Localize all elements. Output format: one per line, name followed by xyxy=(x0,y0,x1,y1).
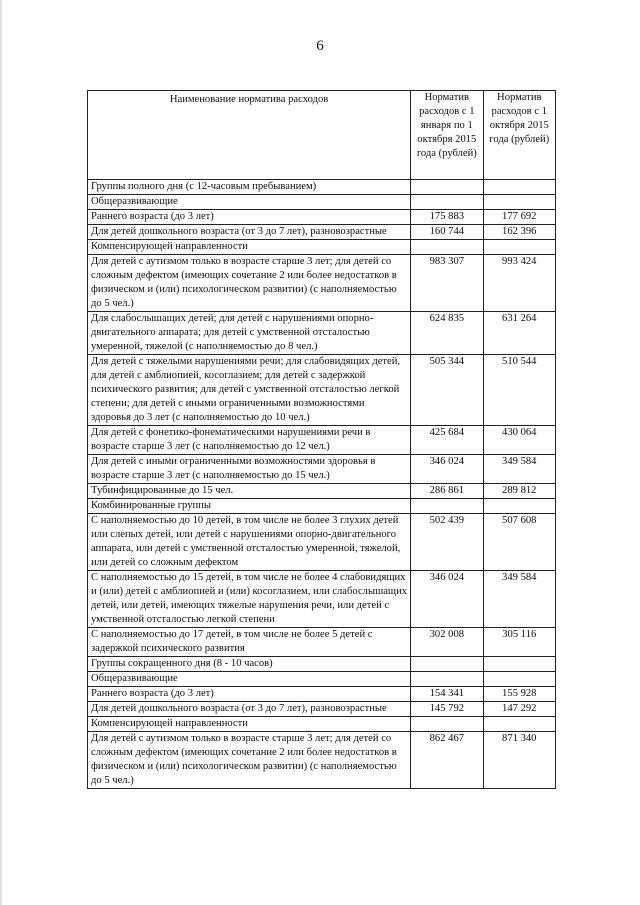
row-value-jan-oct xyxy=(411,717,483,732)
row-name-cell: Компенсирующей направленности xyxy=(88,717,411,732)
table-row xyxy=(88,484,556,499)
row-name-cell: Для детей с фонетико-фонематическими нарушениями речи в возрасте старше 3 лет (с наполняемостью до 12 чел.) xyxy=(88,426,411,455)
table-row xyxy=(88,355,556,426)
scan-edge-shadow xyxy=(0,0,3,905)
row-value-from-oct: 871 340 xyxy=(483,732,555,789)
row-value-from-oct: 305 116 xyxy=(483,628,555,657)
row-value-jan-oct xyxy=(411,657,483,672)
row-value-jan-oct xyxy=(411,180,483,195)
row-name-cell: Для детей с иными ограниченными возможностями здоровья в возрасте старше 3 лет (с наполняемостью до 15 чел.) xyxy=(88,455,411,484)
table-row xyxy=(88,702,556,717)
row-name-cell: Для детей с аутизмом только в возрасте старше 3 лет; для детей со сложным дефектом (имеющих сочетание 2 или более недостатков в физическом и (или) психологическом развитии) (с наполняемостью до 5 чел.) xyxy=(88,255,411,312)
row-name-cell: Для детей дошкольного возраста (от 3 до 7 лет), разновозрастные xyxy=(88,225,411,240)
header-col-jan-oct: Норматив расходов с 1 января по 1 октября 2015 года (рублей) xyxy=(411,91,483,180)
row-name-cell: Общеразвивающие xyxy=(88,195,411,210)
row-value-from-oct: 507 608 xyxy=(483,514,555,571)
row-name-cell: Для детей с тяжелыми нарушениями речи; для слабовидящих детей, для детей с амблиопией, косоглазием; для детей с задержкой психического развития; для детей с умственной отсталостью легкой степени; для детей с иными ограниченными возможностями здоровья до 3 лет (с наполняемостью до 10 чел.) xyxy=(88,355,411,426)
row-value-from-oct xyxy=(483,180,555,195)
row-value-from-oct: 177 692 xyxy=(483,210,555,225)
row-value-from-oct xyxy=(483,195,555,210)
table-row xyxy=(88,195,556,210)
row-value-jan-oct: 425 684 xyxy=(411,426,483,455)
row-value-from-oct: 349 584 xyxy=(483,455,555,484)
row-value-jan-oct: 983 307 xyxy=(411,255,483,312)
table-row xyxy=(88,255,556,312)
row-value-jan-oct xyxy=(411,672,483,687)
row-value-from-oct: 631 264 xyxy=(483,312,555,355)
row-value-jan-oct xyxy=(411,195,483,210)
row-value-from-oct: 162 396 xyxy=(483,225,555,240)
row-value-jan-oct: 175 883 xyxy=(411,210,483,225)
table-header-row xyxy=(88,91,556,180)
row-value-from-oct: 349 584 xyxy=(483,571,555,628)
row-name-cell: Раннего возраста (до 3 лет) xyxy=(88,687,411,702)
row-name-cell: Для детей с аутизмом только в возрасте старше 3 лет; для детей со сложным дефектом (имеющих сочетание 2 или более недостатков в физическом и (или) психологическом развитии) (с наполняемостью до 5 чел.) xyxy=(88,732,411,789)
table-row xyxy=(88,455,556,484)
row-value-jan-oct xyxy=(411,240,483,255)
row-value-jan-oct: 346 024 xyxy=(411,455,483,484)
table-row xyxy=(88,240,556,255)
row-value-from-oct xyxy=(483,672,555,687)
row-name-cell: Группы полного дня (с 12-часовым пребыванием) xyxy=(88,180,411,195)
row-value-jan-oct: 145 792 xyxy=(411,702,483,717)
table-row xyxy=(88,426,556,455)
row-value-jan-oct: 154 341 xyxy=(411,687,483,702)
row-name-cell: Группы сокращенного дня (8 - 10 часов) xyxy=(88,657,411,672)
table-row xyxy=(88,225,556,240)
row-name-cell: С наполняемостью до 17 детей, в том числе не более 5 детей с задержкой психического развития xyxy=(88,628,411,657)
row-name-cell: Раннего возраста (до 3 лет) xyxy=(88,210,411,225)
table-row xyxy=(88,672,556,687)
row-value-jan-oct: 862 467 xyxy=(411,732,483,789)
header-name: Наименование норматива расходов xyxy=(88,91,411,180)
row-name-cell: Тубинфицированные до 15 чел. xyxy=(88,484,411,499)
row-value-from-oct: 147 292 xyxy=(483,702,555,717)
row-value-jan-oct: 624 835 xyxy=(411,312,483,355)
row-value-from-oct: 430 064 xyxy=(483,426,555,455)
table-row xyxy=(88,732,556,789)
page-number: 6 xyxy=(316,38,324,54)
row-value-jan-oct: 346 024 xyxy=(411,571,483,628)
row-value-from-oct xyxy=(483,657,555,672)
row-value-from-oct: 510 544 xyxy=(483,355,555,426)
norms-table xyxy=(87,90,556,789)
row-value-from-oct: 993 424 xyxy=(483,255,555,312)
row-value-jan-oct xyxy=(411,499,483,514)
row-value-jan-oct: 286 861 xyxy=(411,484,483,499)
table-row xyxy=(88,571,556,628)
row-name-cell: Для детей дошкольного возраста (от 3 до 7 лет), разновозрастные xyxy=(88,702,411,717)
row-value-jan-oct: 502 439 xyxy=(411,514,483,571)
row-value-from-oct xyxy=(483,499,555,514)
row-value-from-oct xyxy=(483,717,555,732)
row-name-cell: Компенсирующей направленности xyxy=(88,240,411,255)
row-value-jan-oct: 302 008 xyxy=(411,628,483,657)
table-row xyxy=(88,312,556,355)
table-row xyxy=(88,717,556,732)
table-row xyxy=(88,514,556,571)
table-row xyxy=(88,499,556,514)
row-name-cell: С наполняемостью до 15 детей, в том числе не более 4 слабовидящих и (или) детей с амблиопией и (или) косоглазием, или слабослышащих детей, или детей, имеющих тяжелые нарушения речи, или детей с умственной отсталостью легкой степени xyxy=(88,571,411,628)
table-row xyxy=(88,628,556,657)
row-value-jan-oct: 160 744 xyxy=(411,225,483,240)
table-row xyxy=(88,657,556,672)
table-row xyxy=(88,180,556,195)
table-row xyxy=(88,687,556,702)
row-value-from-oct: 289 812 xyxy=(483,484,555,499)
header-col-from-oct: Норматив расходов с 1 октября 2015 года (рублей) xyxy=(483,91,555,180)
table-row xyxy=(88,210,556,225)
row-value-from-oct: 155 928 xyxy=(483,687,555,702)
row-value-from-oct xyxy=(483,240,555,255)
row-name-cell: Комбинированные группы xyxy=(88,499,411,514)
row-name-cell: Общеразвивающие xyxy=(88,672,411,687)
row-name-cell: С наполняемостью до 10 детей, в том числе не более 3 глухих детей или слепых детей, или детей с нарушениями опорно-двигательного аппарата, или детей с умственной отсталостью умеренной, тяжелой, или детей со сложным дефектом xyxy=(88,514,411,571)
row-value-jan-oct: 505 344 xyxy=(411,355,483,426)
row-name-cell: Для слабослышащих детей; для детей с нарушениями опорно-двигательного аппарата; для детей с умственной отсталостью умеренной, тяжелой (с наполняемостью до 8 чел.) xyxy=(88,312,411,355)
